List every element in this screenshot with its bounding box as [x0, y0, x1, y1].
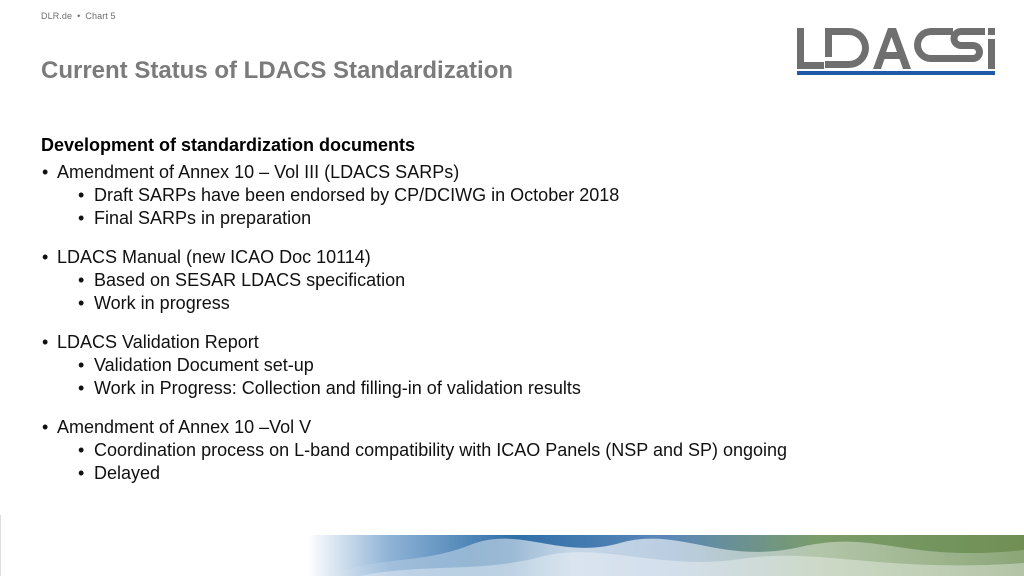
ldacs-logo-graphic — [795, 24, 997, 76]
sub-bullet-item: • Work in Progress: Collection and filling-in of validation results — [41, 377, 941, 400]
bullet-item: • LDACS Validation Report — [41, 331, 941, 354]
sub-bullet-item: • Delayed — [41, 462, 941, 485]
bullet-group-validation-report — [41, 331, 941, 400]
bullet-group-ldacs-manual — [41, 246, 941, 315]
bullet-item: • Amendment of Annex 10 –Vol V — [41, 416, 941, 439]
content-body — [41, 135, 941, 501]
earth-satellite-image — [0, 535, 1024, 576]
sub-bullet-item: • Validation Document set-up — [41, 354, 941, 377]
chart-number: Chart 5 — [85, 11, 116, 21]
slide-header — [41, 11, 116, 21]
sub-bullet-item: • Work in progress — [41, 292, 941, 315]
footer-left-block — [0, 515, 89, 576]
footer-earth-image — [0, 535, 1024, 576]
page-title: Current Status of LDACS Standardization — [41, 57, 514, 84]
ldacs-logo — [795, 24, 997, 76]
source-label: DLR.de — [41, 11, 73, 21]
bullet-item: • Amendment of Annex 10 – Vol III (LDACS SARPs) — [41, 161, 941, 184]
bullet-group-annex10-vol3 — [41, 161, 941, 230]
separator-dot: • — [77, 11, 81, 21]
section-heading: Development of standardization documents — [41, 135, 416, 155]
sub-bullet-item: • Coordination process on L-band compatibility with ICAO Panels (NSP and SP) ongoing — [41, 439, 941, 462]
bullet-group-annex10-vol5 — [41, 416, 941, 485]
sub-bullet-item: • Based on SESAR LDACS specification — [41, 269, 941, 292]
sub-bullet-item: • Final SARPs in preparation — [41, 207, 941, 230]
sub-bullet-item: • Draft SARPs have been endorsed by CP/DCIWG in October 2018 — [41, 184, 941, 207]
bullet-item: • LDACS Manual (new ICAO Doc 10114) — [41, 246, 941, 269]
